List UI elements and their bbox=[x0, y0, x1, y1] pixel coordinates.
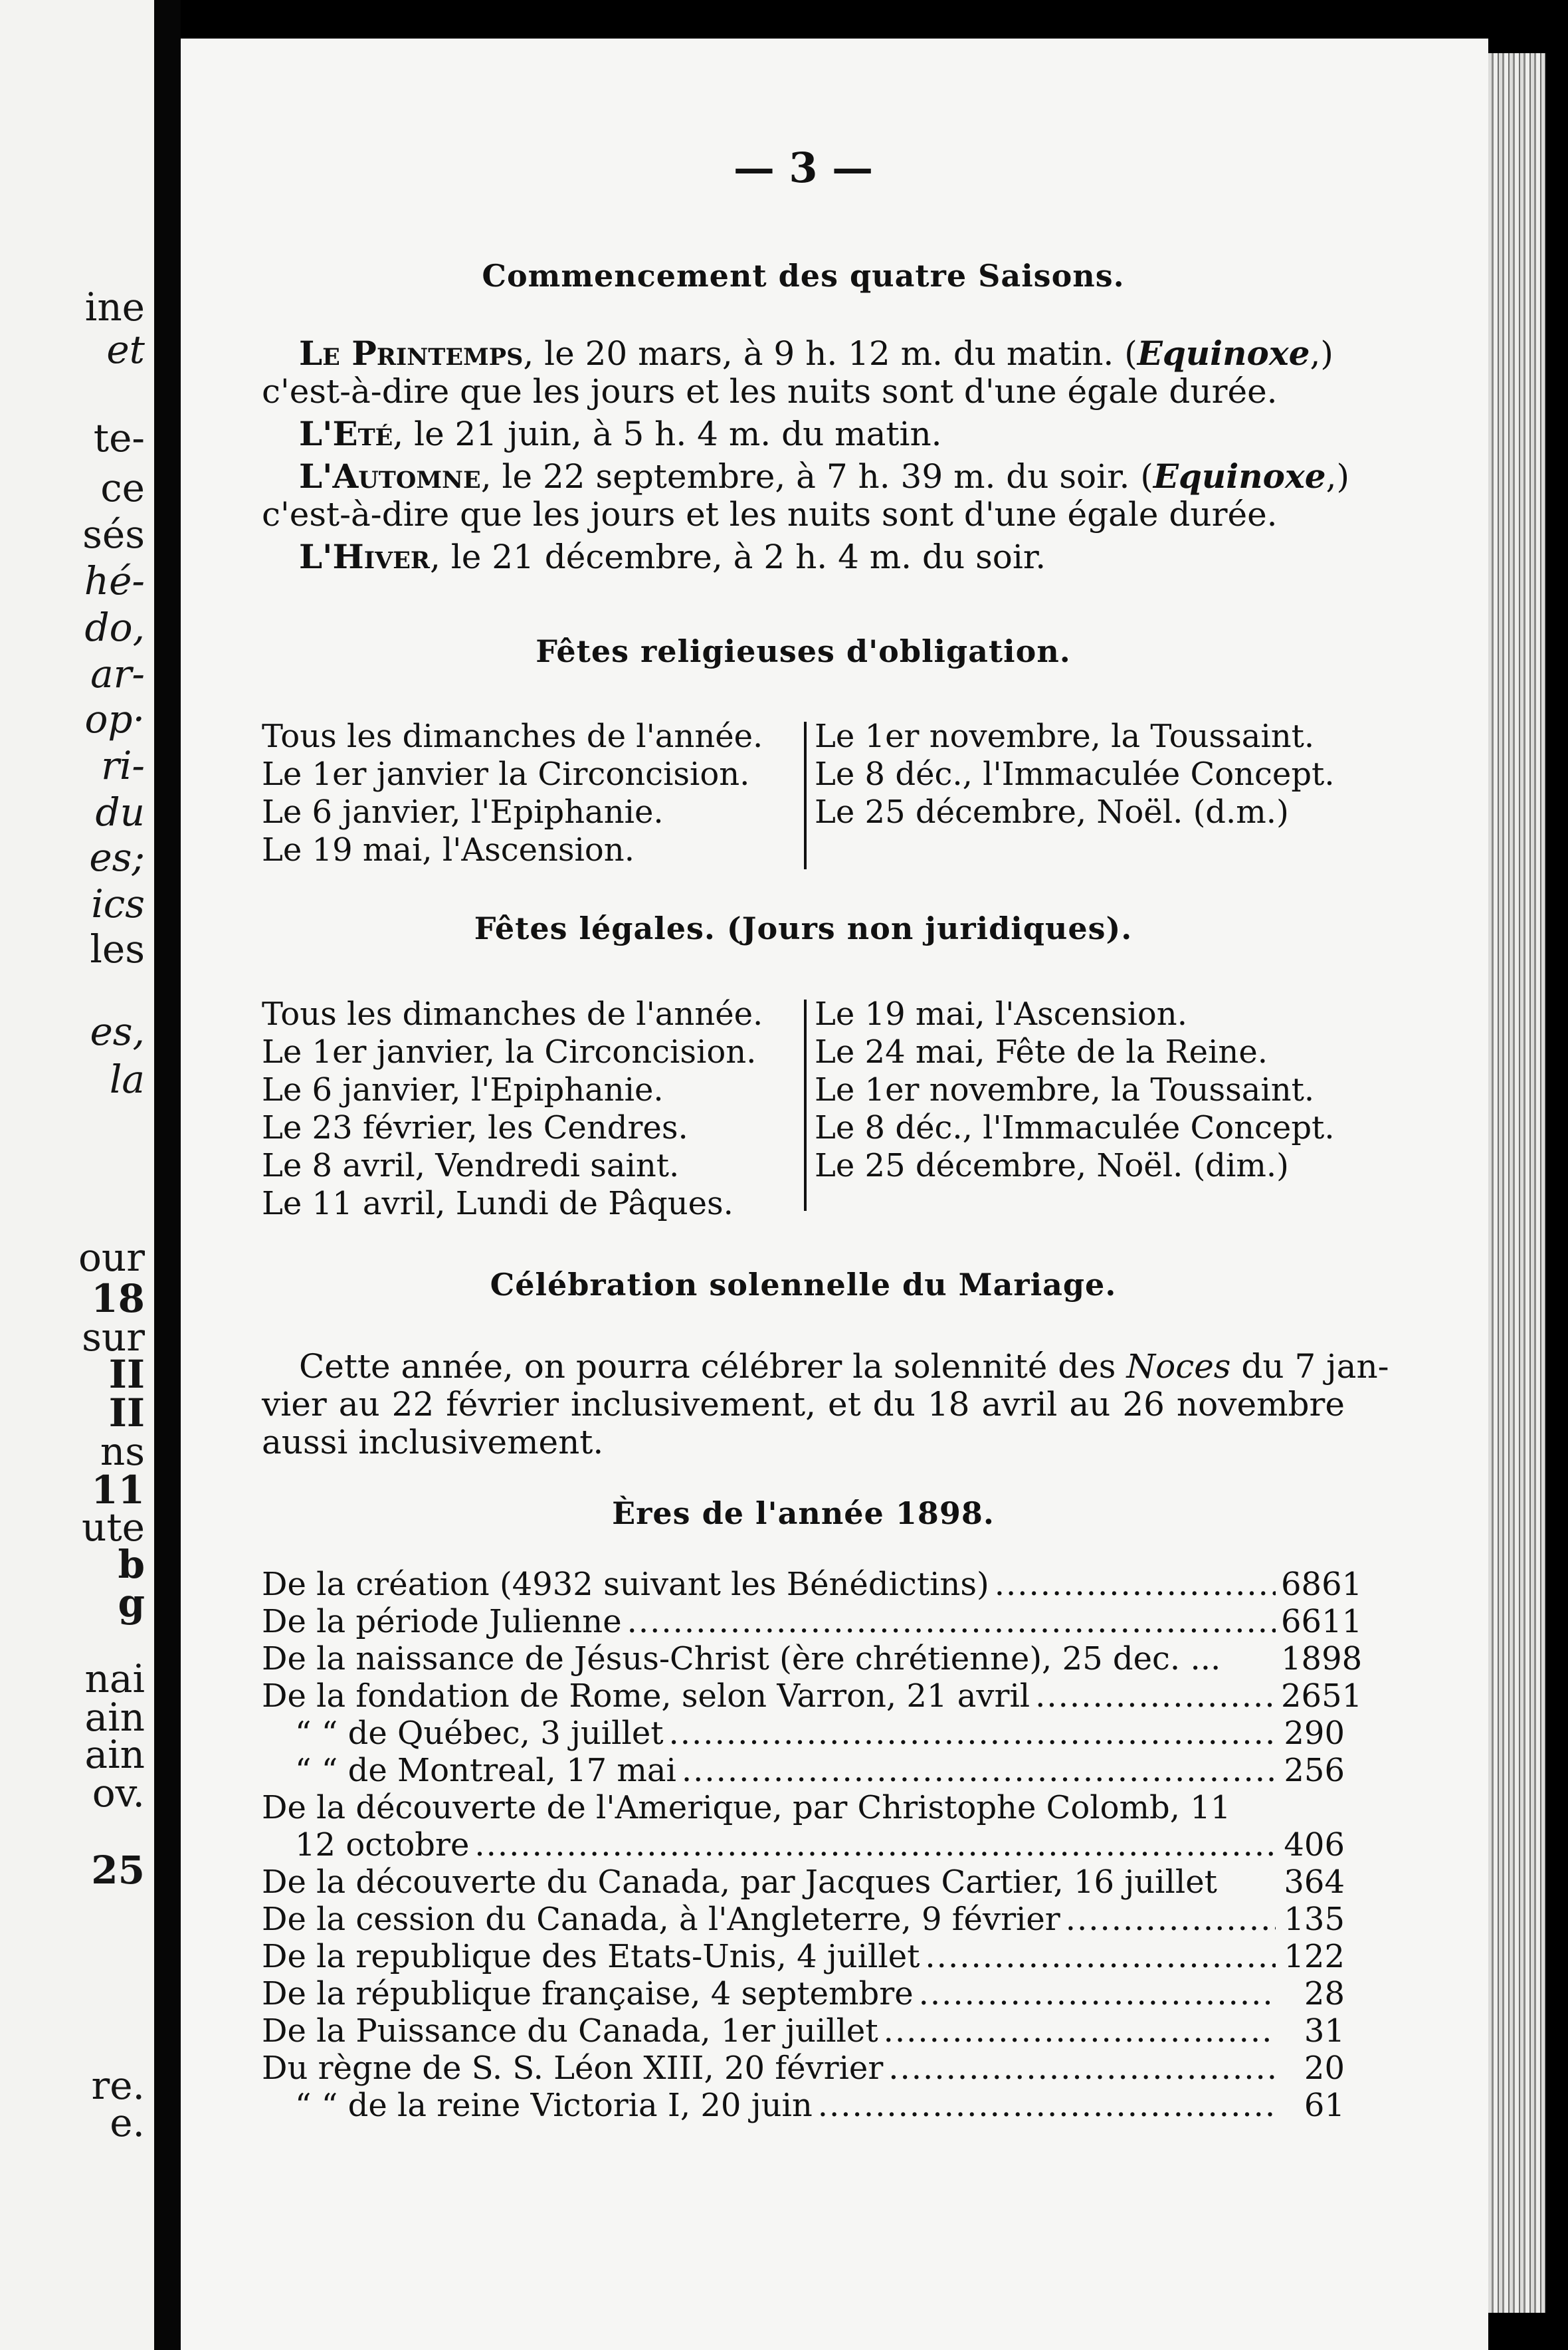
dot-leader bbox=[925, 1938, 1276, 1975]
era-row bbox=[262, 2012, 1345, 2050]
seasons-section bbox=[262, 334, 1349, 576]
holiday-entry: Le 23 février, les Cendres. bbox=[262, 1109, 688, 1146]
left-page-fragment bbox=[0, 0, 154, 2350]
era-label: “ “ de Québec, 3 juillet bbox=[295, 1715, 664, 1752]
marriage-line: Cette année, on pourra célébrer la solennité des Noces du 7 jan- bbox=[299, 1347, 1389, 1386]
era-label: 12 octobre bbox=[295, 1826, 470, 1864]
holiday-entry: Tous les dimanches de l'année. bbox=[262, 996, 763, 1033]
left-page-text-fragment: la bbox=[109, 1057, 145, 1102]
left-page-text-fragment: hé- bbox=[84, 558, 145, 603]
left-page-text-fragment: ine bbox=[84, 284, 145, 330]
left-page-text-fragment: II bbox=[108, 1352, 145, 1397]
era-value: 28 bbox=[1304, 1975, 1345, 2012]
dot-leader bbox=[474, 1826, 1276, 1864]
left-page-text-fragment: nai bbox=[84, 1656, 145, 1701]
left-page-text-fragment: 18 bbox=[91, 1276, 145, 1321]
left-page-text-fragment: du bbox=[95, 790, 145, 835]
marriage-line: aussi inclusivement. bbox=[262, 1423, 604, 1461]
season-line: L'Eté, le 21 juin, à 5 h. 4 m. du matin. bbox=[299, 414, 942, 453]
season-line: L'Automne, le 22 septembre, à 7 h. 39 m. du soir. (Equinoxe,) bbox=[299, 457, 1349, 496]
left-page-text-fragment: ar- bbox=[90, 651, 145, 696]
religious-heading: Fêtes religieuses d'obligation. bbox=[536, 633, 1071, 669]
left-page-text-fragment: do, bbox=[84, 605, 145, 650]
era-value: 364 bbox=[1284, 1864, 1345, 1901]
left-page-text-fragment: te- bbox=[93, 415, 145, 461]
holiday-entry: Le 8 déc., l'Immaculée Concept. bbox=[815, 1109, 1335, 1146]
left-page-text-fragment: ics bbox=[91, 881, 145, 926]
era-row bbox=[262, 1715, 1345, 1752]
holiday-entry: Tous les dimanches de l'année. bbox=[262, 718, 763, 755]
era-label: “ “ de Montreal, 17 mai bbox=[295, 1752, 676, 1789]
era-label: De la republique des Etats-Unis, 4 juillet bbox=[262, 1938, 920, 1975]
marriage-line: vier au 22 février inclusivement, et du 18 avril au 26 novembre bbox=[262, 1385, 1345, 1424]
holiday-entry: Le 8 avril, Vendredi saint. bbox=[262, 1147, 680, 1184]
season-line: c'est-à-dire que les jours et les nuits sont d'une égale durée. bbox=[262, 495, 1278, 534]
left-page-text-fragment: II bbox=[108, 1390, 145, 1436]
left-page-text-fragment: e. bbox=[110, 2100, 145, 2145]
dot-leader bbox=[1035, 1677, 1276, 1715]
religious-left-column bbox=[262, 718, 800, 869]
season-line: Le Printemps, le 20 mars, à 9 h. 12 m. du matin. (Equinoxe,) bbox=[299, 334, 1333, 373]
page-number: — 3 — bbox=[733, 144, 874, 192]
era-label: De la période Julienne bbox=[262, 1603, 622, 1640]
era-row bbox=[262, 1603, 1363, 1640]
left-page-text-fragment: et bbox=[106, 327, 145, 372]
holiday-entry: Le 24 mai, Fête de la Reine. bbox=[815, 1033, 1268, 1071]
left-page-text-fragment: es; bbox=[89, 835, 145, 880]
left-page-text-fragment: ns bbox=[100, 1429, 145, 1474]
dot-leader bbox=[995, 1566, 1276, 1603]
era-value: 61 bbox=[1304, 2087, 1345, 2124]
left-page-text-fragment: 25 bbox=[91, 1848, 145, 1893]
holiday-entry: Le 19 mai, l'Ascension. bbox=[262, 831, 635, 869]
book-edge-shadow bbox=[1545, 0, 1568, 2350]
era-label: De la fondation de Rome, selon Varron, 21 avril bbox=[262, 1677, 1030, 1715]
left-page-text-fragment: ain bbox=[84, 1732, 145, 1777]
dot-leader bbox=[627, 1603, 1276, 1640]
left-page-text-fragment: ce bbox=[100, 465, 145, 510]
left-page-text-fragment: g bbox=[118, 1580, 145, 1626]
almanac-page bbox=[181, 39, 1488, 2350]
era-label: De la naissance de Jésus-Christ (ère chrétienne), 25 dec. ... bbox=[262, 1640, 1221, 1677]
holiday-entry: Le 6 janvier, l'Epiphanie. bbox=[262, 1071, 664, 1109]
dot-leader bbox=[818, 2087, 1276, 2124]
era-label: De la création (4932 suivant les Bénédictins) bbox=[262, 1566, 989, 1603]
column-divider bbox=[804, 1000, 807, 1211]
left-page-text-fragment: ain bbox=[84, 1695, 145, 1740]
left-page-text-fragment: ri- bbox=[101, 743, 145, 788]
left-page-text-fragment: 11 bbox=[91, 1467, 145, 1513]
era-value: 135 bbox=[1284, 1901, 1345, 1938]
page-edges bbox=[1488, 53, 1545, 2313]
left-page-text-fragment: sur bbox=[82, 1315, 145, 1360]
eras-table bbox=[262, 1566, 1363, 2124]
holiday-entry: Le 19 mai, l'Ascension. bbox=[815, 996, 1187, 1033]
legal-right-column bbox=[815, 996, 1346, 1185]
era-label: De la découverte du Canada, par Jacques Cartier, 16 juillet bbox=[262, 1864, 1217, 1901]
column-divider bbox=[804, 722, 807, 869]
marriage-heading: Célébration solennelle du Mariage. bbox=[490, 1267, 1117, 1303]
era-row bbox=[262, 1789, 1345, 1826]
era-value: 406 bbox=[1284, 1826, 1345, 1864]
era-value: 6611 bbox=[1281, 1603, 1363, 1640]
dot-leader bbox=[682, 1752, 1276, 1789]
holiday-entry: Le 1er janvier, la Circoncision. bbox=[262, 1033, 757, 1071]
era-label: “ “ de la reine Victoria I, 20 juin bbox=[295, 2087, 813, 2124]
era-row bbox=[262, 1640, 1363, 1677]
left-page-text-fragment: b bbox=[118, 1542, 145, 1587]
left-page-text-fragment: our bbox=[78, 1235, 145, 1280]
era-row bbox=[262, 1901, 1345, 1938]
era-row bbox=[262, 1938, 1345, 1975]
legal-left-column bbox=[262, 996, 800, 1223]
dot-leader bbox=[1066, 1901, 1276, 1938]
era-row bbox=[262, 2050, 1345, 2087]
era-row bbox=[262, 1864, 1345, 1901]
holiday-entry: Le 25 décembre, Noël. (dim.) bbox=[815, 1147, 1289, 1184]
era-value: 122 bbox=[1284, 1938, 1345, 1975]
marriage-paragraph bbox=[262, 1347, 1389, 1461]
era-row bbox=[262, 1826, 1345, 1864]
left-page-text-fragment: re. bbox=[91, 2063, 145, 2108]
book-gutter bbox=[154, 0, 181, 2350]
religious-right-column bbox=[815, 718, 1346, 831]
era-value: 20 bbox=[1304, 2050, 1345, 2087]
seasons-heading: Commencement des quatre Saisons. bbox=[482, 258, 1125, 294]
left-page-text-fragment: op· bbox=[84, 696, 145, 742]
left-page-text-fragment: les bbox=[90, 926, 145, 972]
era-value: 31 bbox=[1304, 2012, 1345, 2050]
holiday-entry: Le 11 avril, Lundi de Pâques. bbox=[262, 1185, 734, 1222]
era-value: 2651 bbox=[1281, 1677, 1363, 1715]
dot-leader bbox=[919, 1975, 1276, 2012]
left-page-text-fragment: sés bbox=[82, 512, 145, 557]
dot-leader bbox=[884, 2012, 1276, 2050]
era-row bbox=[262, 1975, 1345, 2012]
season-line: L'Hiver, le 21 décembre, à 2 h. 4 m. du soir. bbox=[299, 537, 1046, 576]
era-value: 1898 bbox=[1281, 1640, 1363, 1677]
era-label: Du règne de S. S. Léon XIII, 20 février bbox=[262, 2050, 884, 2087]
era-label: De la découverte de l'Amerique, par Christophe Colomb, 11 bbox=[262, 1789, 1231, 1826]
era-value: 6861 bbox=[1281, 1566, 1363, 1603]
era-row bbox=[262, 1752, 1345, 1789]
left-page-text-fragment: ov. bbox=[92, 1770, 145, 1816]
holiday-entry: Le 25 décembre, Noël. (d.m.) bbox=[815, 794, 1289, 831]
eras-heading: Ères de l'année 1898. bbox=[612, 1495, 995, 1531]
era-label: De la république française, 4 septembre bbox=[262, 1975, 914, 2012]
dot-leader bbox=[669, 1715, 1276, 1752]
holiday-entry: Le 6 janvier, l'Epiphanie. bbox=[262, 794, 664, 831]
era-value: 290 bbox=[1284, 1715, 1345, 1752]
holiday-entry: Le 1er novembre, la Toussaint. bbox=[815, 718, 1315, 755]
era-row bbox=[262, 2087, 1345, 2124]
era-label: De la cession du Canada, à l'Angleterre, 9 février bbox=[262, 1901, 1060, 1938]
left-page-text-fragment: ute bbox=[82, 1505, 145, 1550]
season-line: c'est-à-dire que les jours et les nuits sont d'une égale durée. bbox=[262, 372, 1278, 411]
era-label: De la Puissance du Canada, 1er juillet bbox=[262, 2012, 878, 2050]
era-row bbox=[262, 1677, 1363, 1715]
legal-heading: Fêtes légales. (Jours non juridiques). bbox=[474, 910, 1133, 946]
holiday-entry: Le 1er novembre, la Toussaint. bbox=[815, 1071, 1315, 1109]
holiday-entry: Le 8 déc., l'Immaculée Concept. bbox=[815, 756, 1335, 793]
era-row bbox=[262, 1566, 1363, 1603]
left-page-text-fragment: es, bbox=[90, 1009, 145, 1054]
holiday-entry: Le 1er janvier la Circoncision. bbox=[262, 756, 750, 793]
era-value: 256 bbox=[1284, 1752, 1345, 1789]
dot-leader bbox=[888, 2050, 1276, 2087]
